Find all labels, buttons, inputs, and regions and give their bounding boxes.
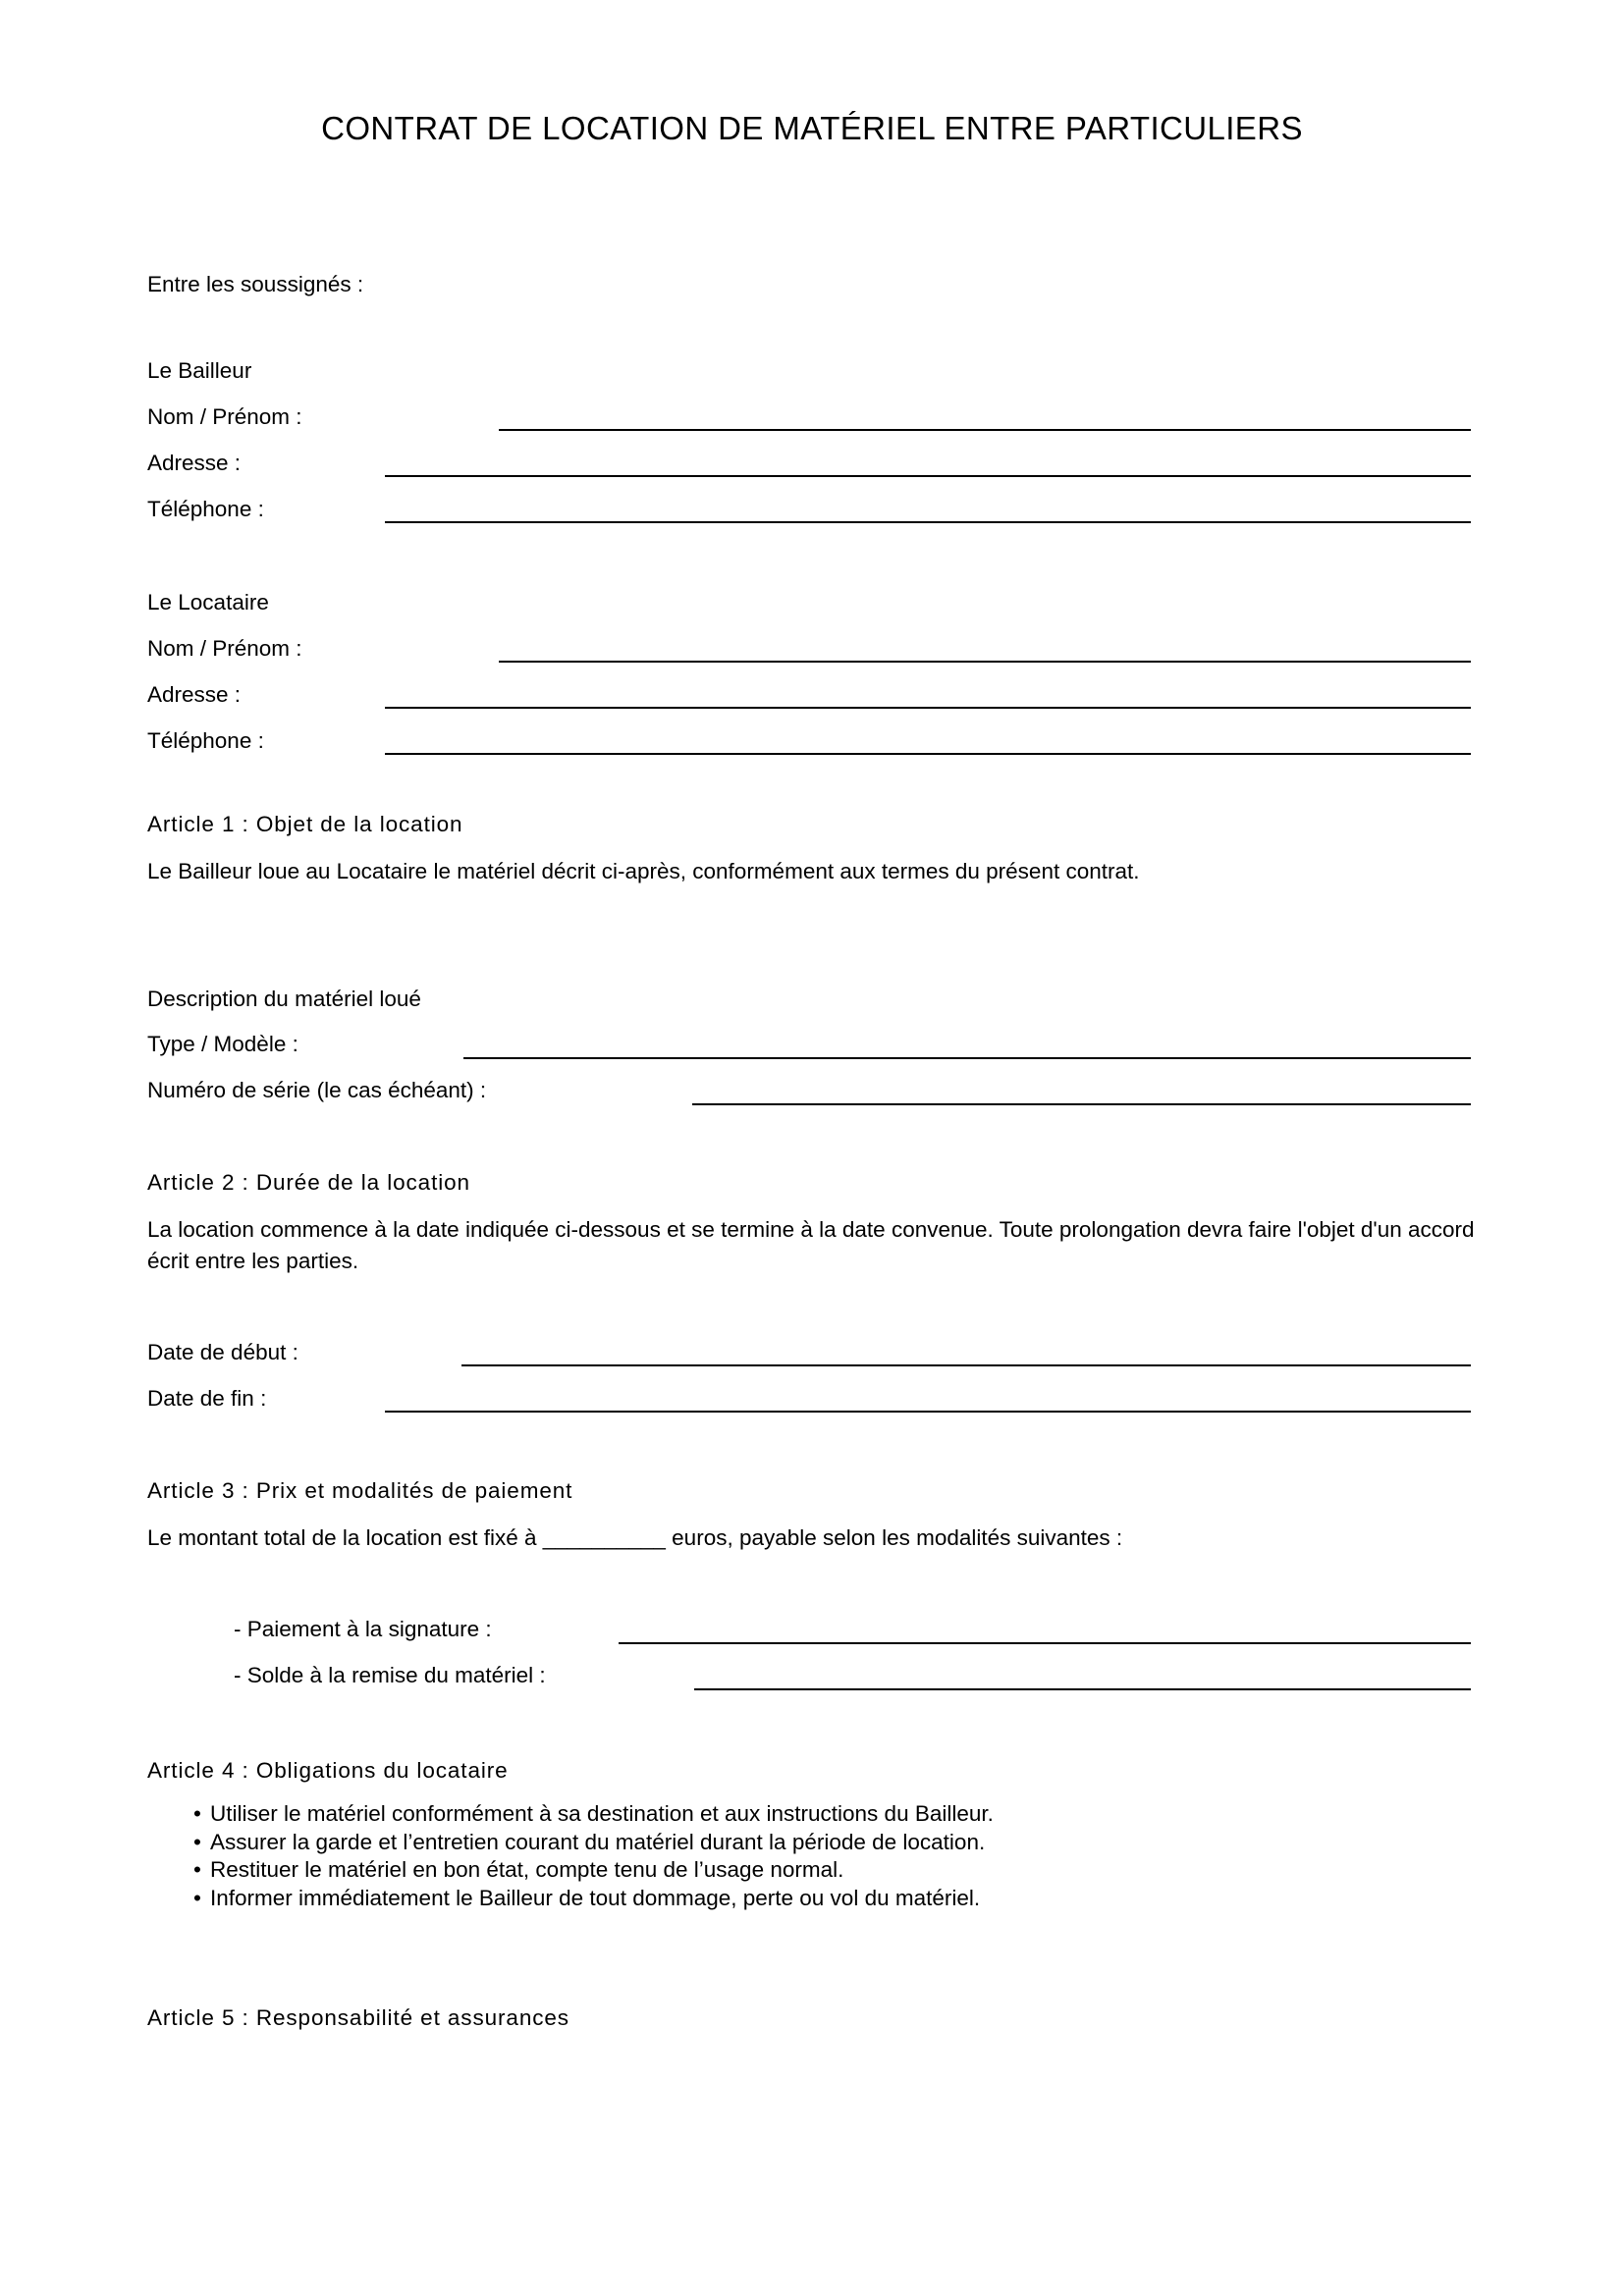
end-date-label: Date de fin : (147, 1386, 267, 1411)
material-type-label: Type / Modèle : (147, 1032, 298, 1056)
locataire-name-label: Nom / Prénom : (147, 636, 302, 661)
article-4-heading: Article 4 : Obligations du locataire (147, 1758, 509, 1783)
article-4-bullet-list (193, 1800, 994, 1912)
list-item (193, 1856, 994, 1885)
bailleur-address-input-line[interactable] (385, 475, 1471, 477)
article-3-paragraph (147, 1522, 1122, 1553)
material-type-input-line[interactable] (463, 1057, 1471, 1059)
locataire-phone-label: Téléphone : (147, 728, 264, 753)
bailleur-phone-label: Téléphone : (147, 497, 264, 521)
locataire-name-input-line[interactable] (499, 661, 1471, 663)
page-title: CONTRAT DE LOCATION DE MATÉRIEL ENTRE PARTICULIERS (321, 110, 1303, 146)
article-1-heading: Article 1 : Objet de la location (147, 812, 463, 836)
list-item (193, 1829, 994, 1857)
party-heading-bailleur: Le Bailleur (147, 358, 252, 383)
start-date-label: Date de début : (147, 1340, 298, 1364)
bullet-icon: • (193, 1829, 201, 1854)
list-item-label: Restituer le matériel en bon état, compte tenu de l’usage normal. (210, 1857, 844, 1882)
payment-balance-label: - Solde à la remise du matériel : (234, 1663, 546, 1687)
amount-blank[interactable]: __________ (542, 1525, 666, 1550)
article-5-heading: Article 5 : Responsabilité et assurances (147, 2005, 569, 2030)
bailleur-name-label: Nom / Prénom : (147, 404, 302, 429)
article-2-paragraph: La location commence à la date indiquée ci-dessous et se termine à la date convenue. Toute prolongation devra faire l'objet d'un accord écrit entre les parties. (147, 1217, 1475, 1273)
bailleur-phone-input-line[interactable] (385, 521, 1471, 523)
material-description-heading: Description du matériel loué (147, 987, 421, 1011)
list-item-label: Informer immédiatement le Bailleur de tout dommage, perte ou vol du matériel. (210, 1885, 981, 1910)
bullet-icon: • (193, 1801, 201, 1826)
payment-balance-input-line[interactable] (694, 1688, 1471, 1690)
list-item-label: Assurer la garde et l’entretien courant du matériel durant la période de location. (210, 1829, 986, 1854)
material-serial-label: Numéro de série (le cas échéant) : (147, 1078, 487, 1102)
end-date-input-line[interactable] (385, 1411, 1471, 1413)
intro-text: Entre les soussignés : (147, 272, 364, 296)
list-item (193, 1800, 994, 1829)
bullet-icon: • (193, 1885, 201, 1910)
locataire-phone-input-line[interactable] (385, 753, 1471, 755)
article-1-paragraph: Le Bailleur loue au Locataire le matériel décrit ci-après, conformément aux termes du présent contrat. (147, 859, 1140, 883)
locataire-address-input-line[interactable] (385, 707, 1471, 709)
locataire-address-label: Adresse : (147, 682, 242, 707)
article-3-paragraph-suffix: euros, payable selon les modalités suivantes : (672, 1525, 1123, 1550)
payment-signature-input-line[interactable] (619, 1642, 1471, 1644)
start-date-input-line[interactable] (461, 1364, 1471, 1366)
material-serial-input-line[interactable] (692, 1103, 1471, 1105)
article-3-paragraph-prefix: Le montant total de la location est fixé à (147, 1525, 537, 1550)
bailleur-name-input-line[interactable] (499, 429, 1471, 431)
bullet-icon: • (193, 1857, 201, 1882)
list-item (193, 1885, 994, 1913)
article-2-heading: Article 2 : Durée de la location (147, 1170, 470, 1195)
payment-signature-label: - Paiement à la signature : (234, 1617, 492, 1641)
bailleur-address-label: Adresse : (147, 451, 242, 475)
article-3-heading: Article 3 : Prix et modalités de paiement (147, 1478, 573, 1503)
list-item-label: Utiliser le matériel conformément à sa destination et aux instructions du Bailleur. (210, 1801, 994, 1826)
party-heading-locataire: Le Locataire (147, 590, 269, 614)
